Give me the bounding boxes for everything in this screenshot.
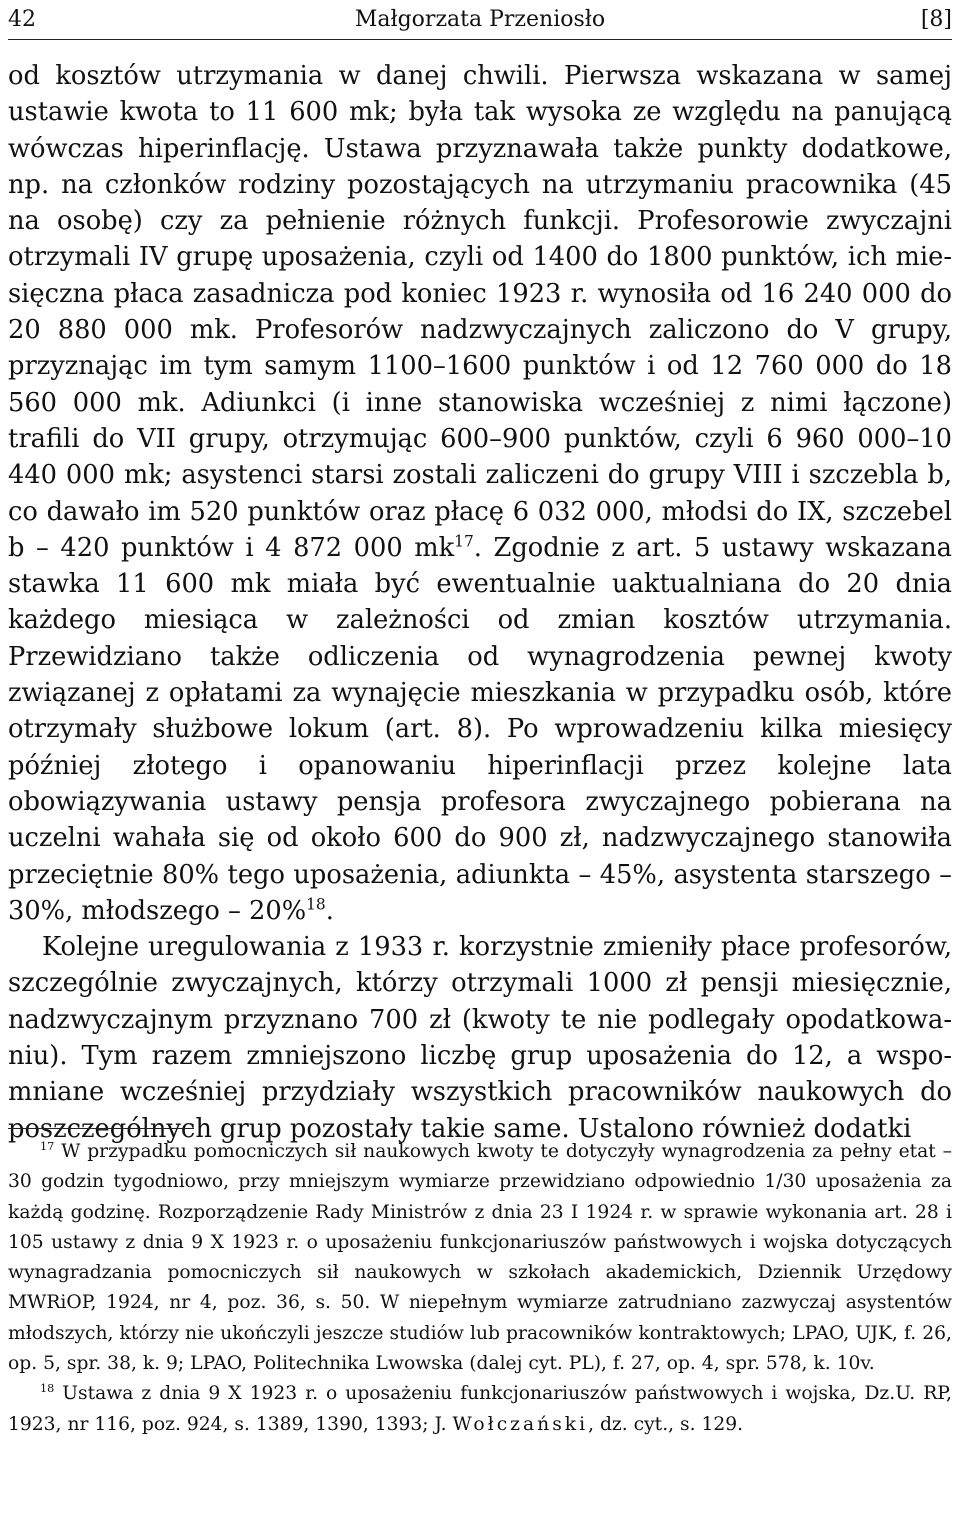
page-number: 42 [8, 7, 36, 32]
paragraph-2: Kolejne uregulowania z 1933 r. korzystnie zmieniły płace profesorów, szczególnie zwyczajnych, którzy otrzymali 1000 zł pensji miesięcznie, nadzwyczajnym przyznano 700 zł (kwoty te nie podlegały opodatkowaniu). Tym razem zmniejszono liczbę grup uposażenia do 12, a wspomniane wcześniej przydziały wszystkich pracowników naukowych do poszczególnych grup pozostały takie same. Ustalono również dodatki [8, 932, 952, 1144]
section-number: [8] [920, 7, 952, 32]
running-header [8, 0, 952, 40]
footnote-text: Ustawa z dnia 9 X 1923 r. o uposażeniu funkcjonariuszów państwowych i wojska, Dz.U. RP, 1923, nr 116, poz. 924, s. 1389, 1390, 1393; J. [8, 1383, 952, 1435]
paragraph-1-text: od kosztów utrzymania w danej chwili. Pierwsza wskazana w samej ustawie kwota to 11 600 mk; była tak wysoka ze względu na panującą wówczas hiperinflację. Ustawa przyznawała także punkty dodatkowe, np. na członków rodziny pozostających na utrzymaniu pracownika (45 na osobę) czy za pełnienie różnych funkcji. Profesorowie zwyczajni otrzymali IV grupę uposażenia, czyli od 1400 do 1800 punktów, ich miesięczna płaca zasadnicza pod koniec 1923 r. wynosiła od 16 240 000 do 20 880 000 mk. Profesorów nadzwyczajnych zaliczono do V grupy, przyznając im tym samym 1100–1600 punktów i od 12 760 000 do 18 560 000 mk. Adiunkci (i inne stanowiska wcześniej z nimi łączone) trafili do VII grupy, otrzymując 600–900 punktów, czyli 6 960 000–10 440 000 mk; asystenci starsi zostali zaliczeni do grupy VIII i szczebla b, co dawało im 520 punktów oraz płacę 6 032 000, młodsi do IX, szczebel b – 420 punktów i 4 872 000 mk [8, 61, 952, 563]
footnote-18 [8, 1379, 952, 1440]
footnote-ref-18[interactable]: 18 [306, 895, 326, 914]
main-text [8, 58, 952, 1147]
footnote-text-end: , dz. cyt., s. 129. [588, 1413, 744, 1435]
running-title-author: Małgorzata Przeniosło [354, 7, 606, 32]
footnote-text: W przypadku pomocniczych sił naukowych kwoty te dotyczyły wynagrodzenia za pełny etat – 30 godzin tygodniowo, przy mniejszym wymiarze przewidziano odpowiednio 1/30 uposażenia za każdą godzinę. Rozporządzenie Rady Ministrów z dnia 23 I 1924 r. w sprawie wykonania art. 28 i 105 ustawy z dnia 9 X 1923 r. o uposażeniu funkcjonariuszów państwowych i wojska dotyczących wynagradzania pomocniczych sił naukowych w szkołach akademickich, Dziennik Urzędowy MWRiOP, 1924, nr 4, poz. 36, s. 50. W niepełnym wymiarze zatrudniano zazwyczaj asystentów młodszych, którzy nie ukończyli jeszcze studiów lub pracowników kontraktowych; LPAO, UJK, f. 26, op. 5, spr. 38, k. 9; LPAO, Politechnika Lwowska (dalej cyt. PL), f. 27, op. 4, spr. 578, k. 10v. [8, 1141, 952, 1375]
paragraph-1-end: . [325, 895, 334, 926]
paragraph-1-continued: . Zgodnie z art. 5 ustawy wskazana stawka 11 600 mk miała być ewentualnie uaktualniana do 20 dnia każdego miesiąca w zależności od zmian kosztów utrzymania. Przewidziano także odliczenia od wynagrodzenia pewnej kwoty związanej z opłatami za wynajęcie mieszkania w przypadku osób, które otrzymały służbowe lokum (art. 8). Po wprowadzeniu kilka miesięcy później złotego i opanowaniu hiperinflacji przez kolejne lata obowiązywania ustawy pensja profesora zwyczajnego pobierana na uczelni wahała się od około 600 do 900 zł, nadzwyczajnego stanowiła przeciętnie 80% tego uposażenia, adiunkta – 45%, asystenta starszego – 30%, młodszego – 20% [8, 532, 952, 926]
footnotes [8, 1137, 952, 1440]
footnote-rule [8, 1128, 194, 1129]
paragraph-1 [8, 58, 952, 929]
footnote-number: 18 [40, 1382, 55, 1396]
footnote-17 [8, 1137, 952, 1379]
author-name-spaced: Wołczański [452, 1413, 589, 1435]
footnote-number: 17 [40, 1139, 55, 1153]
footnote-ref-17[interactable]: 17 [454, 532, 474, 551]
